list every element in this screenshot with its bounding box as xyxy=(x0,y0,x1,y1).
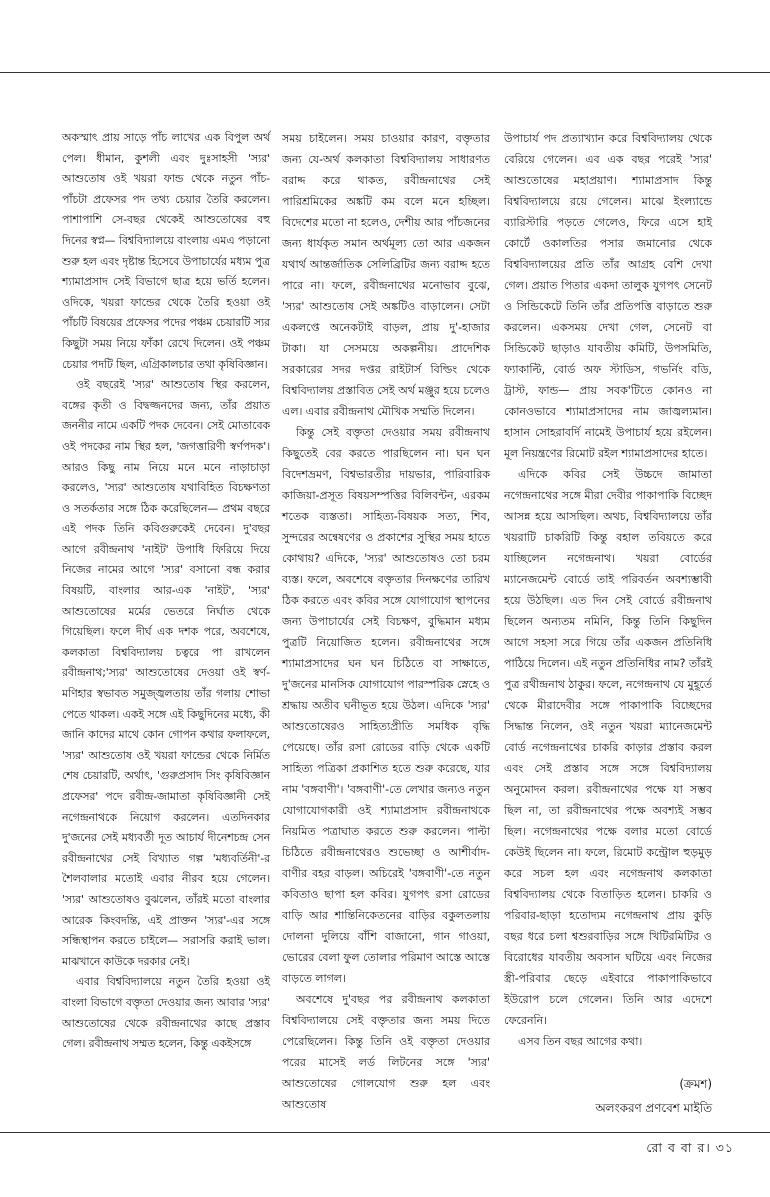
paragraph: ওই বছরেই 'স্যর' আশুতোষ স্থির করলেন, বঙ্গের কৃতী ও বিদ্বজ্জনদের জন্য, তাঁর প্রয়াত জননীর নামে একটি পদক দেবেন। সেই মোতাবেক ওই পদকের নাম স্থির হল, 'জগত্তারিণী স্বর্ণপদক'। আরও কিছু নাম নিয়ে মনে মনে নাড়াচাড়া করলেও, 'স্যর' আশুতোষ যথাবিহিত বিচক্ষণতা ও সতর্কতার সঙ্গে ঠিক করেছিলেন— প্রথম বছরে এই পদক তিনি কবিগুরুকেই দেবেন। দু'বছর আগে রবীন্দ্রনাথ 'নাইট' উপাধি ফিরিয়ে দিয়ে নিজের নামের আগে 'স্যর' বসানো বন্ধ করার বিষয়টি, বাংলার আর-এক 'নাইট', 'স্যর' আশুতোষের মর্মের ভেতরে নির্ঘাত থেকে গিয়েছিল। ফলে দীর্ঘ এক দশক পরে, অবশেষে, কলকাতা বিশ্ববিদ্যালয় চত্বরে পা রাখলেন রবীন্দ্রনাথ;'স্যর' আশুতোষের দেওয়া ওই স্বর্ণ-মণিহার স্বভাবত সমুজ্জ্বলতায় তাঁর গলায় শোভা পেতে থাকল। একই সঙ্গে এই কিছুদিনের মধ্যে, কী জানি কাদের মাথে কোন গোপন কথার ফলাফলে, 'স্যর' আশুতোষ ওই খয়রা ফান্ডের থেকে নির্মিত শেষ চেয়ারটি, অর্থাৎ, 'গুরুপ্রসাদ সিং কৃষিবিজ্ঞান প্রফেসর' পদে রবীন্দ্র-জামাতা কৃষিবিজ্ঞানী সেই নগেন্দ্রনাথকে নিয়োগ করলেন। এতদিনকার দু'জনের সেই মধ্যবর্তী দূত আচার্য দীনেশচন্দ্র সেন রবীন্দ্রনাথের সেই বিখ্যাত গল্প 'মধ্যবর্তিনী'-র শৈলবালার মতোই এবার নীরব হয়ে গেলেন। 'স্যর' আশুতোষও বুঝলেন, তাঁরই মতো বাংলার আরেক কিংবদন্তি, এই প্রাক্তন 'স্যর'-এর সঙ্গে সন্ধিস্থাপন করতে চাইলে— সরাসরি করাই ভাল। মাঝখানে কাউকে দরকার নেই। xyxy=(62,378,270,968)
article-credit xyxy=(504,1072,712,1120)
paragraph: এবার বিশ্ববিদ্যালয়ে নতুন তৈরি হওয়া ওই বাংলা বিভাগে বক্তৃতা দেওয়ার জন্য আবার 'স্যর' আশুতোষের থেকে রবীন্দ্রনাথের কাছে প্রস্তাব গেল। রবীন্দ্রনাথ সম্মত হলেন, কিন্তু একইসঙ্গে xyxy=(62,975,270,1051)
paragraph: উপাচার্য পদ প্রত্যাখ্যান করে বিশ্ববিদ্যালয় থেকে বেরিয়ে গেলেন। এব এক বছর পরেই 'স্যর' আশুতোষের মহাপ্রয়াণ। শ্যামাপ্রসাদ কিন্তু বিশ্ববিদ্যালয়ে রয়ে গেলেন। মাঝে ইংল্যান্ডে ব্যারিস্টারি পড়তে গেলেও, ফিরে এসে হাই কোর্টে ওকালতির পসার জমানোর থেকে বিশ্ববিদ্যালয়ের প্রতি তাঁর আগ্রহ বেশি দেখা গেল। প্রয়াত পিতার একদা তালুক যুগপৎ সেনেট ও সিন্ডিকেটে তিনি তাঁর প্রতিপত্তি বাড়াতে শুরু করলেন। একসময় দেখা গেল, সেনেট বা সিন্ডিকেট ছাড়াও যাবতীয় কমিটি, উপসমিতি, ফ্যাকাল্টি, বোর্ড অফ স্টাডিস, গভর্নিং বডি, ট্রাস্ট, ফান্ড— প্রায় সবক'টিতে কোনও না কোনওভাবে শ্যামাপ্রসাদের নাম জাজ্বল্যমান। হাসান সোহরাবর্দি নামেই উপাচার্য হয়ে রইলেন। মূল নিয়ন্ত্রণের রিমোট রইল শ্যামাপ্রসাদের হাতে। xyxy=(504,132,712,460)
paragraph: কিন্তু সেই বক্তৃতা দেওয়ার সময় রবীন্দ্রনাথ কিছুতেই বের করতে পারছিলেন না। ঘন ঘন বিদেশভ্রমণ, বিশ্বভারতীর দায়ভার, পারিবারিক কাজিয়া-প্রসূত বিষয়সম্পত্তির বিলিবন্টন, এরকম শতেক ব্যস্ততা। সাহিত্য-বিষয়ক সত্য, শিব, সুন্দরের অন্বেষণের ও প্রকাশের সুস্থির সময় হাতে কোথায়? এদিকে, 'স্যর' আশুতোষও তো চরম ব্যস্ত। ফলে, অবশেষে বক্তৃতার দিনক্ষণের তারিখ ঠিক করতে এবং কবির সঙ্গে যোগাযোগ স্থাপনের জন্য উপাচার্যের সেই বিচক্ষণ, বুদ্ধিমান মধ্যম পুত্রটি নিয়োজিত হলেন। রবীন্দ্রনাথের সঙ্গে শ্যামাপ্রসাদের ঘন ঘন চিঠিতে বা সাক্ষাতে, দু'জনের মানসিক যোগাযোগ পারস্পরিক স্নেহে ও শ্রদ্ধায় অতীব ঘনীভূত হয়ে উঠল। এদিকে 'স্যর' আশুতোষেরও সাহিত্যপ্রীতি সমধিক বৃদ্ধি পেয়েছে। তাঁর রসা রোডের বাড়ি থেকে একটি সাহিত্য পত্রিকা প্রকাশিত হতে শুরু করেছে, যার নাম 'বঙ্গবাণী'। 'বঙ্গবাণী'-তে লেখার জন্যও নতুন যোগাযোগকারী ওই শ্যামাপ্রসাদ রবীন্দ্রনাথকে নিয়মিত পত্রাঘাত করতে শুরু করলেন। পাল্টা চিঠিতে রবীন্দ্রনাথেরও শুভেচ্ছা ও আশীর্বাদ-বাণীর বহর বাড়ল। অচিরেই 'বঙ্গবাণী'-তে নতুন কবিতাও ছাপা হল কবির। যুগপৎ রসা রোডের বাড়ি আর শান্তিনিকেতনের বাড়ির বকুলতলায় দোলনা দুলিয়ে বাঁশি বাজানো, গান গাওয়া, ভোরের বেলা ফুল তোলার পরিমাণ আস্তে আস্তে বাড়তে লাগল। xyxy=(282,426,491,985)
article-column-3 xyxy=(504,128,712,1120)
bottom-rule xyxy=(0,1132,770,1133)
paragraph: এদিকে কবির সেই উচ্চদে জামাতা নগেন্দ্রনাথের সঙ্গে মীরা দেবীর পাকাপাকি বিচ্ছেদ আসন্ন হয়ে আসছিল। অথচ, বিশ্ববিদ্যালয়ে তাঁর খয়রাটি চাকরিটি কিন্তু বহাল তবিয়তে করে যাচ্ছিলেন নগেন্দ্রনাথ। খয়রা বোর্ডের ম্যানেজমেন্ট বোর্ডে তাই পরিবর্তন অবশ্যম্ভাবী হয়ে উঠছিল। এত দিন সেই বোর্ডে রবীন্দ্রনাথ ছিলেন অন্যতম নমিনি, কিন্তু তিনি কিছুদিন আগে সহসা সরে গিয়ে তাঁর একজন প্রতিনিধি পাঠিয়ে দিলেন। এই নতুন প্রতিনিধির নাম? তাঁরই পুত্র রথীন্দ্রনাথ ঠাকুর। ফলে, নগেন্দ্রনাথ যে মুহূর্তে থেকে মীরাদেবীর সঙ্গে পাকাপাকি বিচ্ছেদের সিদ্ধান্ত নিলেন, ওই নতুন খয়রা ম্যানেজমেন্ট বোর্ড নগেন্দ্রনাথের চাকরি কাড়ার প্রস্তাব করল এবং সেই প্রস্তাব সঙ্গে সঙ্গে বিশ্ববিদ্যালয় অনুমোদন করল। রবীন্দ্রনাথের পক্ষে যা সম্ভব ছিল না, তা রবীন্দ্রনাথের পক্ষে অবশ্যই সম্ভব ছিল। নগেন্দ্রনাথের পক্ষে বলার মতো বোর্ডে কেউই ছিলেন না। ফলে, রিমোট কন্ট্রোল হুড়মুড় করে সচল হল এবং নগেন্দ্রনাথ কলকাতা বিশ্ববিদ্যালয় থেকে বিতাড়িত হলেন। চাকরি ও পরিবার-ছাড়া হতোদ্যম নগেন্দ্রনাথ প্রায় কুড়ি বছর ধরে চলা শ্বশুরবাড়ির সঙ্গে খিটিরমিটির ও বিরোধের যাবতীয় অবসান ঘটিয়ে এবং নিজের স্ত্রী-পরিবার ছেড়ে এইবারে পাকাপাকিভাবে ইউরোপ চলে গেলেন। তিনি আর এদেশে ফেরেননি। xyxy=(504,468,712,1027)
page-footer: রো ব বা র। ৩১ xyxy=(646,1140,734,1155)
continued-label: (ক্রমশ) xyxy=(679,1077,712,1091)
article-column-1 xyxy=(62,128,270,1055)
paragraph: এসব তিন বছর আগের কথা। xyxy=(518,1035,643,1048)
paragraph: অকস্মাৎ প্রায় সাড়ে পাঁচ লাখের এক বিপুল অর্থ পেল। ধীমান, কুশলী এবং দুঃসাহসী 'স্যর' আশুতোষ ওই খয়রা ফান্ড থেকে নতুন পাঁচ-পাঁচটা প্রফেসর পদ তথ্য চেয়ার তৈরি করলেন। পাশাপাশি সে-বছর থেকেই আশুতোষের বহু দিনের স্বপ্ন— বিশ্ববিদ্যালয়ে বাংলায় এমএ পড়ানো শুরু হল এবং দৃষ্টান্ত হিসেবে উপাচার্যের মধ্যম পুত্র শ্যামাপ্রসাদ সেই বিভাগে ছাত্র হয়ে ভর্তি হলেন। ওদিকে, খয়রা ফান্ডের থেকে তৈরি হওয়া ওই পাঁচটি বিষয়ের প্রফেসর পদের পঞ্চম চেয়ারটি স্যর কিছুটা সময় নিয়ে ফাঁকা রেখে দিলেন। ওই পঞ্চম চেয়ার পদটি ছিল, এগ্রিকালচার তথা কৃষিবিজ্ঞান। xyxy=(62,131,270,371)
top-rule xyxy=(0,72,770,73)
article-column-2 xyxy=(282,128,490,1115)
paragraph: অবশেষে দু'বছর পর রবীন্দ্রনাথ কলকাতা বিশ্ববিদ্যালয়ে সেই বক্তৃতার জন্য সময় দিতে পেরেছিলেন। কিন্তু তিনি ওই বক্তৃতা দেওয়ার পরের মাসেই লর্ড লিটনের সঙ্গে 'স্যর' আশুতোষের গোলযোগ শুরু হল এবং আশুতোষ xyxy=(282,993,490,1111)
illustrator-credit: অলংকরণ প্রণবেশ মাইতি xyxy=(595,1101,712,1115)
paragraph: সময় চাইলেন। সময় চাওয়ার কারণ, বক্তৃতার জন্য যে-অর্থ কলকাতা বিশ্ববিদ্যালয় সাধারণত বরাদ্দ করে থাকত, রবীন্দ্রনাথের সেই পারিশ্রমিকের অঙ্কটি কম বলে মনে হচ্ছিল। বিদেশের মতো না হলেও, দেশীয় আর পাঁচজনের জন্য ধার্যকৃত সমান অর্থমূল্য তো আর একজন যথার্থ আন্তর্জাতিক সেলিব্রিটির জন্য বরাদ্দ হতে পারে না। ফলে, রবীন্দ্রনাথের মনোভাব বুঝে, 'স্যর' আশুতোষ সেই অঙ্কটিও বাড়ালেন। সেটা একলপ্তে অনেকটাই বাড়ল, প্রায় দু'-হাজার টাকা। যা সেসময়ে অকল্পনীয়। প্রাদেশিক সরকারের সদর দপ্তর রাইটার্স বিল্ডিং থেকে বিশ্ববিদ্যালয় প্রস্তাবিত সেই অর্থ মঞ্জুর হয়ে চলেও এল। এবার রবীন্দ্রনাথ মৌখিক সম্মতি দিলেন। xyxy=(282,132,490,418)
